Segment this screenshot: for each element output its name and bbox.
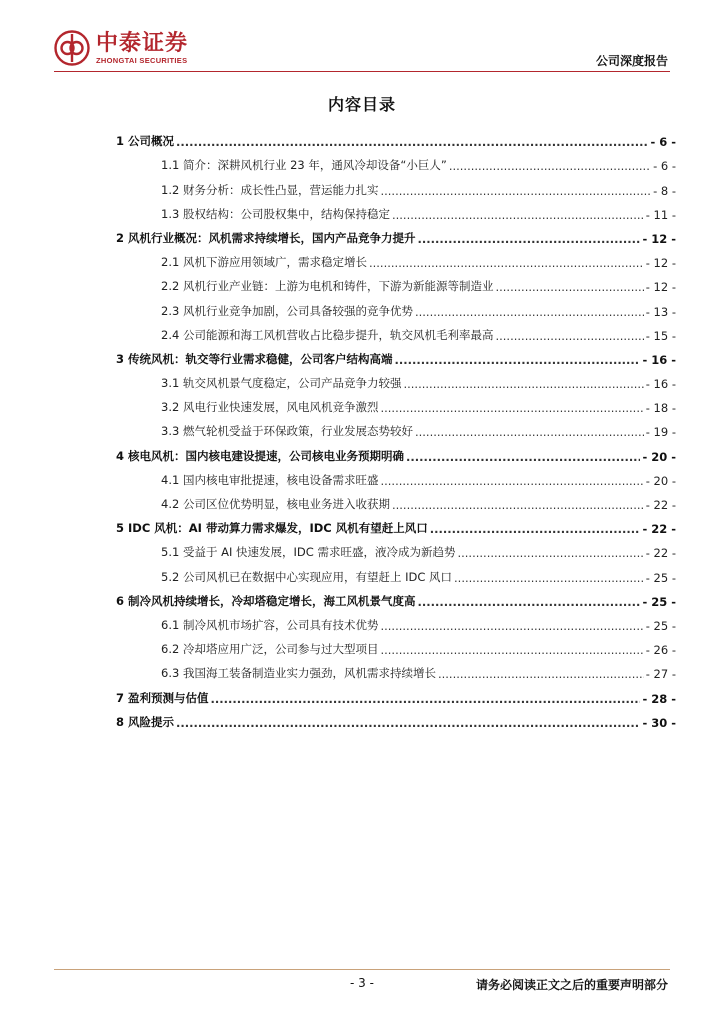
toc-leader-dots: [380, 184, 651, 198]
toc-entry-page: - 26 -: [645, 643, 676, 658]
toc-subsection-entry[interactable]: [116, 488, 676, 512]
toc-leader-dots: [454, 571, 644, 585]
footer-page-number: - 3 -: [350, 976, 374, 990]
toc-entry-page: - 15 -: [645, 328, 676, 343]
toc-leader-dots: [380, 619, 643, 633]
toc-subsection-entry[interactable]: [116, 415, 676, 439]
toc-entry-label: 2.1 风机下游应用领域广，需求稳定增长: [161, 255, 367, 270]
toc-entry-label: 3.2 风电行业快速发展，风电风机竞争激烈: [161, 400, 379, 415]
toc-leader-dots: [415, 425, 644, 439]
toc-entry-page: - 25 -: [645, 618, 676, 633]
toc-entry-label: 1.3 股权结构：公司股权集中，结构保持稳定: [161, 206, 390, 221]
toc-entry-label: 6.2 冷却塔应用广泛，公司参与过大型项目: [161, 642, 379, 657]
toc-subsection-entry[interactable]: [116, 391, 676, 415]
toc-subsection-entry[interactable]: [116, 609, 676, 633]
toc-leader-dots: [495, 280, 643, 294]
toc-entry-page: - 12 -: [645, 280, 676, 295]
toc-entry-page: - 25 -: [645, 570, 676, 585]
toc-leader-dots: [176, 716, 640, 730]
toc-subsection-entry[interactable]: [116, 536, 676, 560]
toc-entry-page: - 12 -: [645, 256, 676, 271]
toc-entry-page: - 20 -: [645, 473, 676, 488]
toc-entry-label: 7 盈利预测与估值: [116, 690, 209, 705]
toc-entry-page: - 12 -: [642, 231, 676, 246]
toc-entry-label: 2.2 风机行业产业链：上游为电机和铸件，下游为新能源等制造业: [161, 279, 494, 294]
toc-entry-page: - 22 -: [645, 498, 676, 512]
header-divider: [54, 71, 670, 72]
toc-leader-dots: [395, 353, 641, 367]
toc-entry-page: - 6 -: [650, 135, 676, 150]
toc-entry-page: - 19 -: [645, 425, 676, 440]
toc-subsection-entry[interactable]: [116, 246, 676, 270]
toc-entry-page: - 27 -: [645, 667, 676, 682]
toc-entry-label: 6 制冷风机持续增长，冷却塔稳定增长，海工风机景气度高: [116, 593, 416, 608]
toc-entry-label: 5 IDC 风机：AI 带动算力需求爆发，IDC 风机有望赶上风口: [116, 521, 428, 536]
toc-entry-label: 2.3 风机行业竞争加剧，公司具备较强的竞争优势: [161, 303, 413, 318]
toc-section-entry[interactable]: [116, 681, 676, 705]
toc-leader-dots: [392, 498, 644, 512]
toc-entry-label: 1 公司概况: [116, 134, 175, 149]
toc-entry-page: - 18 -: [645, 401, 676, 416]
toc-leader-dots: [211, 692, 641, 706]
toc-entry-label: 1.1 简介：深耕风机行业 23 年，通风冷却设备“小巨人”: [161, 158, 447, 173]
table-of-contents: [116, 125, 676, 730]
toc-subsection-entry[interactable]: [116, 367, 676, 391]
company-logo: [54, 30, 188, 66]
toc-subsection-entry[interactable]: [116, 149, 676, 173]
toc-section-entry[interactable]: [116, 343, 676, 367]
toc-leader-dots: [380, 401, 643, 415]
toc-entry-label: 3.1 轨交风机景气度稳定，公司产品竞争力较强: [161, 376, 402, 391]
toc-section-entry[interactable]: [116, 125, 676, 149]
toc-entry-page: - 16 -: [642, 352, 676, 367]
footer-divider: [54, 969, 670, 970]
toc-leader-dots: [495, 329, 643, 343]
toc-entry-page: - 28 -: [642, 691, 676, 706]
page-header: [0, 0, 724, 74]
footer-disclaimer: 请务必阅读正文之后的重要声明部分: [475, 978, 668, 992]
toc-entry-page: - 25 -: [642, 594, 676, 609]
logo-chinese-name: 中泰证券: [96, 30, 189, 56]
toc-leader-dots: [403, 377, 643, 391]
toc-subsection-entry[interactable]: [116, 464, 676, 488]
toc-section-entry[interactable]: [116, 222, 676, 246]
toc-entry-label: 2.4 公司能源和海工风机营收占比稳步提升，轨交风机毛利率最高: [161, 327, 494, 342]
toc-subsection-entry[interactable]: [116, 173, 676, 197]
toc-section-entry[interactable]: [116, 706, 676, 730]
toc-subsection-entry[interactable]: [116, 198, 676, 222]
toc-entry-label: 4.2 公司区位优势明显，核电业务进入收获期: [161, 497, 390, 511]
toc-entry-label: 6.3 我国海工装备制造业实力强劲，风机需求持续增长: [161, 666, 436, 681]
toc-entry-label: 3.3 燃气轮机受益于环保政策，行业发展态势较好: [161, 424, 413, 439]
toc-leader-dots: [176, 135, 648, 149]
toc-entry-label: 8 风险提示: [116, 714, 175, 729]
toc-entry-label: 4.1 国内核电审批提速，核电设备需求旺盛: [161, 472, 379, 487]
logo-english-name: ZHONGTAI SECURITIES: [96, 55, 188, 65]
toc-subsection-entry[interactable]: [116, 270, 676, 294]
toc-entry-page: - 11 -: [645, 207, 676, 222]
toc-section-entry[interactable]: [116, 439, 676, 463]
toc-title: 内容目录: [327, 95, 396, 114]
toc-entry-label: 3 传统风机：轨交等行业需求稳健，公司客户结构高端: [116, 351, 393, 366]
toc-entry-page: - 13 -: [645, 304, 676, 319]
toc-entry-label: 4 核电风机：国内核电建设提速，公司核电业务预期明确: [116, 448, 405, 463]
toc-leader-dots: [430, 522, 641, 536]
toc-leader-dots: [380, 643, 643, 657]
toc-entry-label: 6.1 制冷风机市场扩容，公司具有技术优势: [161, 617, 379, 632]
toc-section-entry[interactable]: [116, 512, 676, 536]
toc-leader-dots: [438, 667, 644, 681]
toc-entry-label: 1.2 财务分析：成长性凸显，营运能力扎实: [161, 182, 379, 197]
toc-leader-dots: [406, 450, 640, 464]
toc-subsection-entry[interactable]: [116, 560, 676, 584]
toc-entry-label: 5.2 公司风机已在数据中心实现应用，有望赶上 IDC 风口: [161, 569, 453, 584]
toc-entry-page: - 30 -: [642, 715, 676, 730]
toc-entry-label: 2 风机行业概况：风机需求持续增长，国内产品竞争力提升: [116, 230, 416, 245]
toc-subsection-entry[interactable]: [116, 657, 676, 681]
toc-entry-page: - 8 -: [653, 183, 676, 198]
toc-leader-dots: [415, 305, 644, 319]
toc-subsection-entry[interactable]: [116, 319, 676, 343]
toc-section-entry[interactable]: [116, 585, 676, 609]
report-type-label: 公司深度报告: [595, 54, 668, 68]
toc-leader-dots: [380, 474, 643, 488]
toc-entry-page: - 20 -: [642, 449, 676, 464]
toc-subsection-entry[interactable]: [116, 294, 676, 318]
toc-entry-label: 5.1 受益于 AI 快速发展，IDC 需求旺盛，液冷成为新趋势: [161, 545, 456, 560]
toc-entry-page: - 16 -: [645, 377, 676, 392]
toc-leader-dots: [457, 546, 643, 560]
toc-leader-dots: [418, 232, 641, 246]
toc-leader-dots: [418, 595, 641, 609]
toc-entry-page: - 22 -: [645, 546, 676, 561]
toc-leader-dots: [449, 159, 651, 173]
toc-leader-dots: [392, 208, 644, 222]
zhongtai-logo-icon: [54, 30, 90, 66]
toc-entry-page: - 22 -: [642, 522, 676, 537]
toc-entry-page: - 6 -: [653, 159, 676, 174]
toc-subsection-entry[interactable]: [116, 633, 676, 657]
toc-leader-dots: [369, 256, 644, 270]
